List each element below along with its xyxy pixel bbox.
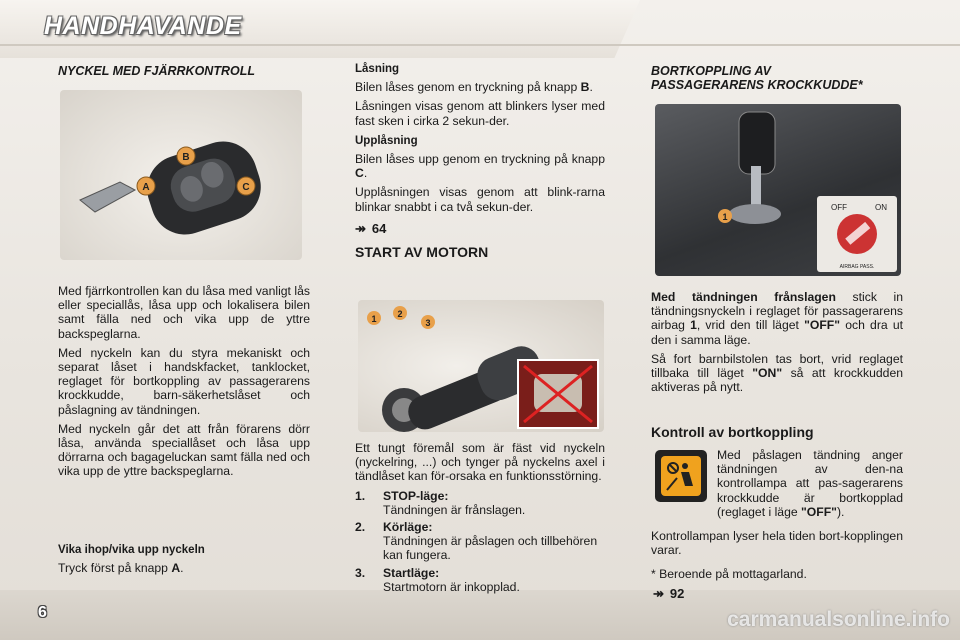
start-engine-text — [355, 441, 605, 597]
list-item: 1. STOP-läge: Tändningen är frånslagen. — [355, 488, 526, 517]
ignition-positions-list — [355, 489, 605, 594]
remote-key-illustration — [60, 90, 302, 260]
airbag-switch-image — [655, 104, 901, 276]
fold-key-heading: Vika ihop/vika upp nyckeln — [58, 544, 205, 556]
ignition-illustration — [358, 300, 604, 432]
remote-key-image — [60, 90, 302, 260]
fold-key-text: Tryck först på knapp A. — [58, 561, 184, 576]
lock-text-2: Låsningen visas genom att blinkers lyser med fast sken i cirka 2 sekun-der. — [355, 99, 605, 128]
page-reference-64: ↠ 64 — [355, 220, 387, 236]
image-label-1: 1 — [371, 314, 377, 324]
switch-caption: AIRBAG PASS. — [839, 264, 875, 270]
lock-heading: Låsning — [355, 63, 400, 75]
unlock-text-2: Upplåsningen visas genom att blink-rarna blinkar snabbt i ca två sekun-der. — [355, 185, 605, 214]
button-ref-c: C — [355, 166, 364, 181]
start-engine-heading: START AV MOTORN — [355, 244, 489, 261]
watermark: carmanualsonline.info — [727, 608, 950, 631]
airbag-switch-illustration — [655, 104, 901, 276]
unlock-heading: Upplåsning — [355, 134, 418, 147]
page-reference-92: ↠ 92 — [653, 585, 685, 601]
image-label-3: 3 — [425, 318, 431, 328]
start-warning-text: Ett tungt föremål som är fäst vid nyckeln (nyckelring, ...) och tynger på nyckelns axel i tändlåset kan för-orsaka en funktionsstörning. — [355, 441, 605, 484]
ignition-image — [358, 300, 604, 432]
airbag-text — [651, 290, 903, 399]
paragraph-remote: Med fjärrkontrollen kan du låsa med vanligt lås eller speciallås, låsa upp och lokalisera bilen samt fälla ned och vika upp de yttre backspeglarna. — [58, 284, 310, 341]
double-arrow-icon: ↠ — [355, 220, 366, 236]
button-ref-b: B — [580, 80, 590, 95]
image-label-marker-1: 1 — [722, 212, 728, 222]
column-remote-key-text — [58, 284, 310, 484]
column-airbag — [651, 64, 911, 92]
section-heading-remote-key: NYCKEL MED FJÄRRKONTROLL — [58, 64, 255, 78]
list-item: 3. Startläge: Startmotorn är inkopplad. — [355, 565, 520, 594]
switch-label-on: ON — [875, 203, 887, 212]
airbag-warning-lamp-icon — [655, 450, 707, 502]
image-label-a: A — [142, 182, 150, 193]
page-number: 6 — [38, 604, 47, 621]
image-label-c: C — [242, 182, 250, 193]
page-title: HANDHAVANDE — [44, 12, 242, 40]
paragraph-key-driver-door: Med nyckeln går det att från förarens dörr låsa, använda speciallåset och låsa upp dörrarna och bagageluckan samt fälla ned och vika upp de yttre backspeglarna. — [58, 421, 310, 479]
column-locking — [355, 62, 605, 259]
list-item: 2. Körläge: Tändningen är påslagen och tillbehören kan fungera. — [355, 520, 598, 563]
fold-key-section — [58, 543, 310, 580]
image-label-2: 2 — [397, 309, 403, 319]
airbag-para-1: Med tändningen frånslagen stick in tändningsnyckeln i reglaget för passagerarens airbag 1, vrid den till läget "OFF" och dra ut den i samma läge. — [651, 290, 904, 347]
paragraph-key-mechanical: Med nyckeln kan du styra mekaniskt och separat låset i handskfacket, tanklocket, reglaget för bortkoppling av passagerarens krockkudde, barn-säkerhetslåset och påslagning av tändningen. — [58, 345, 310, 417]
button-ref-a: A — [171, 561, 181, 576]
switch-label-off: OFF — [831, 203, 847, 212]
unlock-text: Bilen låses upp genom en tryckning på knapp C. — [355, 152, 605, 181]
column-remote-key — [58, 64, 310, 78]
header-rule — [0, 44, 960, 46]
lock-text: Bilen låses genom en tryckning på knapp B. — [355, 80, 593, 95]
double-arrow-icon: ↠ — [653, 585, 664, 601]
airbag-heading-line1: BORTKOPPLING AV — [651, 64, 771, 78]
control-text: Med påslagen tändning anger tändningen av den-na kontrollampa att pas-sagerarens krockkudde är bortkopplad (reglaget i läge "OFF"). — [717, 448, 903, 519]
control-text-2: Kontrollampan lyser hela tiden bort-kopplingen varar. * Beroende på mottagarland. ↠ 92 — [651, 529, 903, 601]
control-heading: Kontroll av bortkoppling — [651, 424, 814, 440]
airbag-heading-line2: PASSAGERARENS KROCKKUDDE* — [651, 78, 863, 93]
image-label-b: B — [182, 152, 190, 163]
airbag-para-2: Så fort barnbilstolen tas bort, vrid reglaget tillbaka till läget "ON" så att krockkudden aktiveras på nytt. — [651, 351, 904, 395]
footnote: * Beroende på mottagarland. — [651, 567, 807, 582]
control-section — [651, 425, 907, 439]
